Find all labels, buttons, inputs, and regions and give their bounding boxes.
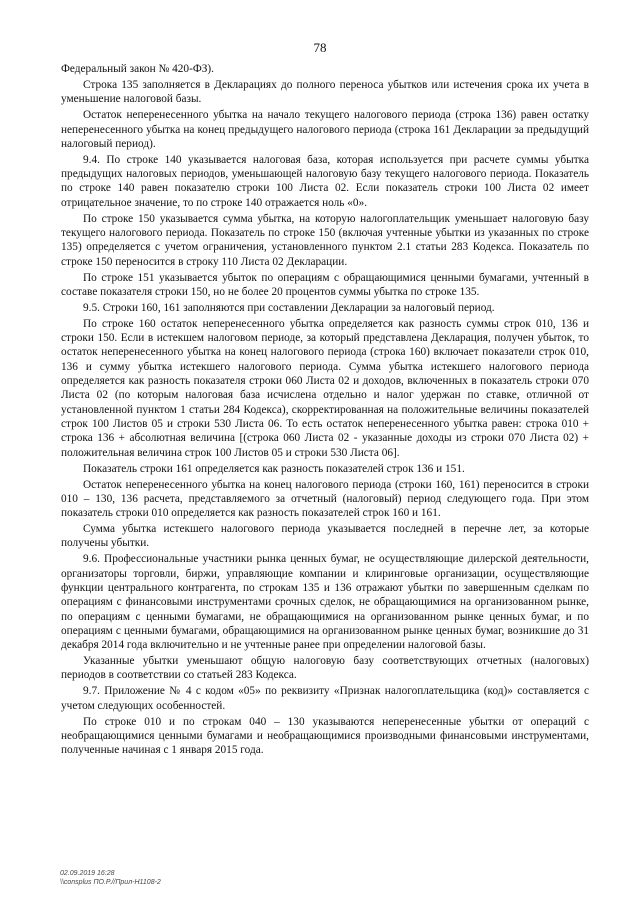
page-number: 78 [313,40,327,55]
document-body [61,62,589,759]
footer-timestamp: 02.09.2019 16:28 [60,870,115,877]
paragraph: Остаток неперенесенного убытка на конец налогового периода (строки 160, 161) переносится в строки 010 – 130, 136 расчета, представляемого за отчетный (налоговый) период следующего года. При этом показатель строки 010 определяется как разность показателей строк 160 и 161. [61,478,589,520]
paragraph: Сумма убытка истекшего налогового периода указывается последней в перечне лет, за которые получены убытки. [61,523,589,550]
footer-file-path: \\consplus ПО.Р.//Прил-Н1108-2 [60,879,161,886]
paragraph: 9.5. Строки 160, 161 заполняются при составлении Декларации за налоговый период. [83,301,495,314]
paragraph: Указанные убытки уменьшают общую налоговую базу соответствующих отчетных (налоговых) периодов в соответствии со статьей 283 Кодекса. [61,655,589,682]
page-footer [60,869,161,887]
paragraph: 9.4. По строке 140 указывается налоговая база, которая используется при расчете суммы убытка предыдущих налоговых периодов, уменьшающей налоговую базу текущего налогового периода. Показатель по строке 140 равен показателю строки 100 Листа 02. Если показатель строки 100 Листа 02 имеет отрицательное значение, то по строке 140 отражается ноль «0». [61,153,589,209]
paragraph: По строке 010 и по строкам 040 – 130 указываются неперенесенные убытки от операций с необращающимися ценными бумагами и необращающимися производными финансовыми инструментами, полученные начиная с 1 января 2015 года. [61,715,589,757]
paragraph: Федеральный закон № 420-ФЗ). [61,63,214,75]
paragraph: Остаток неперенесенного убытка на начало текущего налогового периода (строка 136) равен остатку неперенесенного убытка на конец предыдущего налогового периода (строка 161 Декларации за предыдущий налоговый период). [61,109,589,150]
paragraph: По строке 151 указывается убыток по операциям с обращающимися ценными бумагами, учтенный в составе показателя строки 150, но не более 20 процентов суммы убытка по строке 135. [61,271,589,298]
paragraph: Строка 135 заполняется в Декларациях до полного переноса убытков или истечения срока их учета в уменьшение налоговой базы. [61,78,589,106]
paragraph: 9.7. Приложение № 4 с кодом «05» по реквизиту «Признак налогоплательщика (код)» составляется с учетом следующих особенностей. [61,685,589,712]
paragraph: По строке 160 остаток неперенесенного убытка определяется как разность суммы строк 010, 136 и строки 150. Если в истекшем налоговом периоде, за который представлена Декларация, получен убыток, то остаток неперенесенного убытка на конец налогового периода (строка 160) включает показатели строк 010, 136 и сумму убытка истекшего налогового периода. Сумма убытка истекшего налогового периода определяется как разность показателя строки 060 Листа 02 и доходов, включенных в показатель строки 070 Листа 02 (по которым налоговая база исчислена отдельно и налог удержан по ставке, отличной от установленной пунктом 1 статьи 284 Кодекса), скорректированная на положительные величины показателей строк 100 Листов 05 и строки 530 Листа 06. То есть остаток неперенесенного убытка равен: строка 010 + строка 136 + абсолютная величина [(строка 060 Листа 02 - указанные доходы из строки 070 Листа 02) + положительная величина строк 100 Листов 05 и строки 530 Листа 06]. [61,317,589,459]
paragraph: Показатель строки 161 определяется как разность показателей строк 136 и 151. [83,462,465,475]
paragraph: 9.6. Профессиональные участники рынка ценных бумаг, не осуществляющие дилерской деятельности, организаторы торговли, биржи, управляющие компании и клиринговые организации, осуществляющие функции центрального контрагента, по строкам 135 и 136 отражают убытки по завершенным сделкам по операциям с финансовыми инструментами срочных сделок, не обращающимися на организованном рынке, по операциям с ценными бумагами, не обращающимися на организованном рынке ценных бумаг, и по операциям с ценными бумагами, обращающимися на организованном рынке ценных бумаг, возникшие до 31 декабря 2014 года включительно и не учтенные ранее при определении налоговой базы. [61,553,589,652]
paragraph: По строке 150 указывается сумма убытка, на которую налогоплательщик уменьшает налоговую базу текущего налогового периода. Показатель по строке 150 (включая учтенные убытки из указанных по строке 135) определяется с учетом ограничения, установленного пунктом 2.1 статьи 283 Кодекса. Показатель по строке 150 переносится в строку 110 Листа 02 Декларации. [61,212,589,268]
